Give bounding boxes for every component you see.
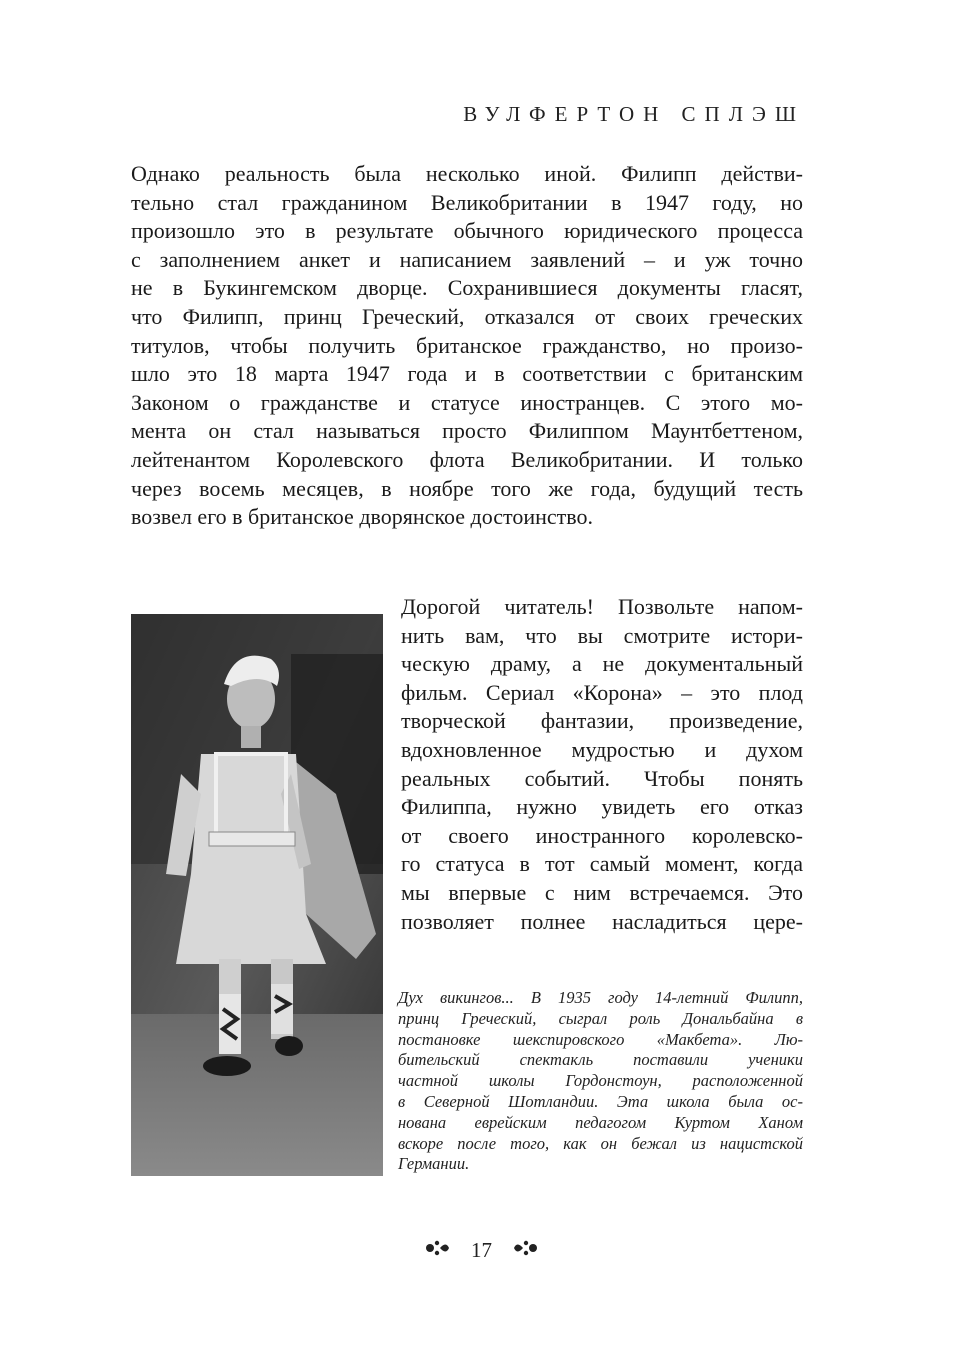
text-line: фильм. Сериал «Корона» – это плод <box>401 679 803 705</box>
fleuron-left-icon <box>424 1238 450 1263</box>
text-line: шло это 18 марта 1947 года и в соответствии с британским <box>131 361 803 387</box>
caption-line: Германии. <box>398 1154 470 1174</box>
text-line: Дорогой читатель! Позвольте напом- <box>401 594 803 619</box>
text-line: через восемь месяцев, в ноябре того же года, будущий тесть <box>131 475 803 501</box>
running-head: ВУЛФЕРТОН СПЛЭШ <box>463 102 805 126</box>
fleuron-right-icon <box>513 1238 539 1263</box>
text-line: от своего иностранного королевско- <box>401 822 803 848</box>
text-line: возвел его в британское дворянское достоинство. <box>131 504 593 530</box>
page-footer <box>0 1236 963 1263</box>
caption-line: Дух викингов... В 1935 году 14-летний Филипп, <box>398 988 803 1007</box>
text-line: Законом о гражданстве и статусе иностранцев. С этого мо- <box>131 389 803 415</box>
text-line: с заполнением анкет и написанием заявлений – и уж точно <box>131 246 803 272</box>
text-line: позволяет полнее насладиться цере- <box>401 908 803 934</box>
page-number: 17 <box>471 1237 492 1262</box>
text-line: титулов, чтобы получить британское гражданство, но произо- <box>131 332 803 358</box>
photo-young-philip <box>131 614 383 1176</box>
text-line: мента он стал называться просто Филиппом Маунтбеттеном, <box>131 418 803 444</box>
caption-line: в Северной Шотландии. Эта школа была ос- <box>398 1091 803 1111</box>
main-paragraph <box>131 160 803 532</box>
photo-caption <box>398 988 803 1175</box>
text-line: Однако реальность была несколько иной. Филипп действи- <box>131 161 803 186</box>
text-line: реальных событий. Чтобы понять <box>401 765 803 791</box>
text-line: нить вам, что вы смотрите истори- <box>401 622 803 648</box>
text-line: лейтенантом Королевского флота Великобритании. И только <box>131 446 803 472</box>
caption-line: частной школы Гордонстоун, расположенной <box>398 1071 803 1091</box>
text-line: Филиппа, нужно увидеть его отказ <box>401 794 803 820</box>
text-line: что Филипп, принц Греческий, отказался от своих греческих <box>131 303 803 329</box>
caption-line: бительский спектакль поставили ученики <box>398 1050 803 1070</box>
text-line: мы впервые с ним встречаемся. Это <box>401 879 803 905</box>
caption-line: принц Греческий, сыграл роль Дональбайна в <box>398 1008 803 1028</box>
text-line: творческой фантазии, произведение, <box>401 708 803 734</box>
text-line: ческую драму, а не документальный <box>401 651 803 677</box>
text-line: вдохновленное мудростью и духом <box>401 736 803 762</box>
side-paragraph <box>401 593 803 936</box>
caption-line: постановке шекспировского «Макбета». Лю- <box>398 1029 803 1049</box>
caption-line: нована еврейским педагогом Куртом Ханом <box>398 1112 803 1132</box>
text-line: тельно стал гражданином Великобритании в 1947 году, но <box>131 189 803 215</box>
text-line: произошло это в результате обычного юридического процесса <box>131 218 803 244</box>
text-line: не в Букингемском дворце. Сохранившиеся документы гласят, <box>131 275 803 301</box>
caption-line: вскоре после того, как он бежал из нацистской <box>398 1133 803 1153</box>
text-line: го статуса в тот самый момент, когда <box>401 851 803 877</box>
